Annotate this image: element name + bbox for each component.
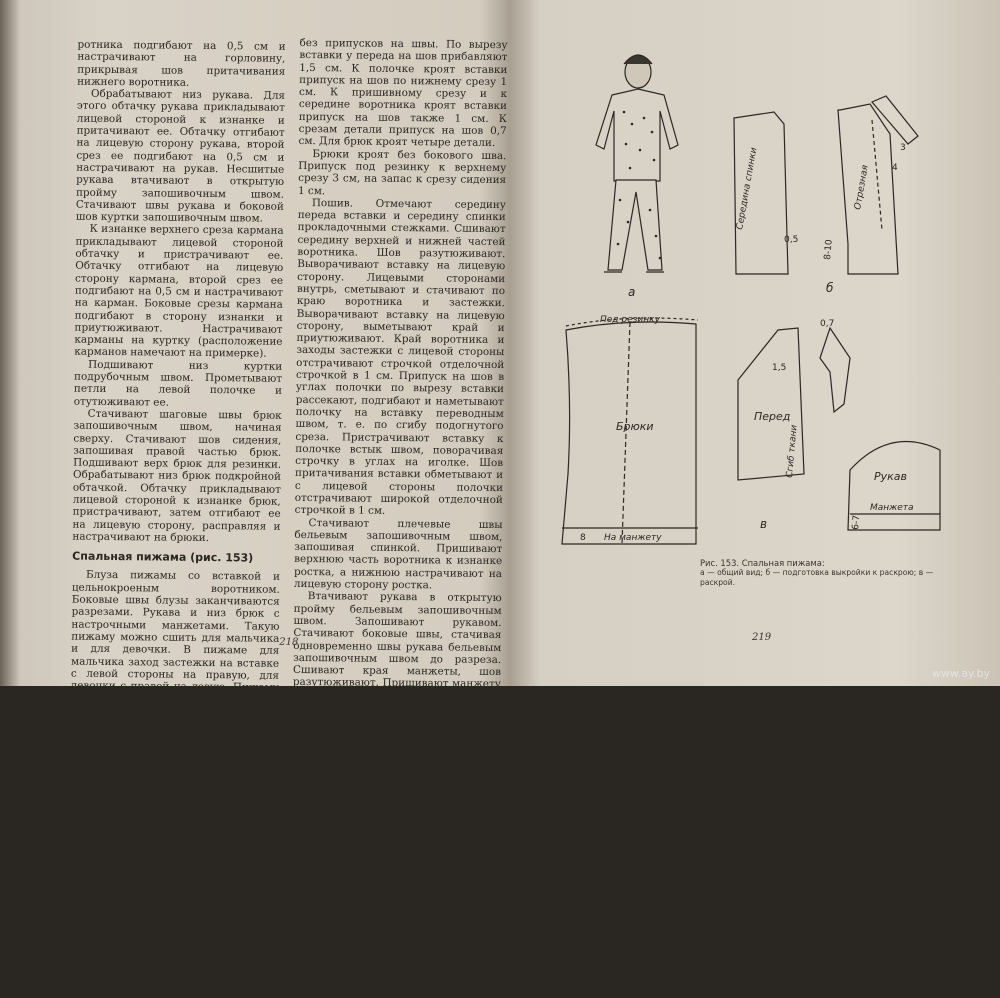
label-6-7: 6-7 (851, 514, 863, 531)
label-v: в (760, 517, 768, 531)
page-number-right: 219 (752, 632, 772, 643)
paragraph: Пошив. Отмечают середину переда вставки и середину спинки прокладочными стежками. Сшивают середину верхней и нижней частей воротника. Шов разутюживают. Выворачивают вставку на лицевую сторону. Лицевыми сторонами внутрь, сметывают и стачивают по краю воротника и застежки. Выворачивают вставку на лицевую сторону, выметывают край и приутюживают. Край воротника и заходы застежки с лицевой стороны отстрачивают строчкой отделочной строчкой в 1 см. Припуск на шов в углах полочки по вырезу вставки рассекают, подгибают и наметывают полочку на вставку переводным швом, т. е. по сгибу подогнутого среза. Пристрачивают вставку к полочке встык швом, поворачивая строчку в углах на иголке. Шов притачивания вставки обметывают и с лицевой стороны полочки отстрачивают широкой отделочной строчкой в 1 см. (294, 196, 506, 518)
watermark-text: www.ay.by (931, 667, 990, 680)
paragraph: Подготовка выкройки к раскрою (рис. 153, б). Блузу кроят по выкройке верхней рубашки для мальчика. Длина разреза по боку 8—10 см. Ширина вставки по плечу 3 см, внизу 4 см, длина ее ниже линии груди на 5 см. Воротник кроят вместе со вставкой. Ширина его в отлетах 8 см, посередине 7 см. Ширина манжеты 6—7 см. (69, 716, 279, 841)
paragraph: Втачивают рукава в открытую пройму бельевым запошивочным швом. Запошивают рукавом. Стачивают боковые швы, стачивая одновременно швы рукава бельевым запошивочным швом до разреза. Сшивают края манжеты, шов разутюживают. Пришивают манжету лицевой стороной к изнанке нижнего среза рукава. Отгибают манжету на лицевую сторону, выметывают край, второй срез манжеты подгибают внутрь и настрачивают на рукав на 1 см от сгиба. (291, 590, 502, 775)
paragraph: Стачивают шаговые швы брюк запошивочным швом, начиная сверху. Стачивают шов сидения, запошивая правой частью брюк. Подшивают верх брюк для резинки. Обрабатывают низ брюк подкройной обтачкой. Обтачку прикладывают лицевой стороной к изнанке брюк, пристрачивают, затем отгибают ее на лицевую сторону, расправляя и настрачивают на брюки. (72, 407, 282, 544)
label-otreznaya: Отрезная (853, 164, 871, 211)
label-1-5: 1,5 (772, 363, 787, 373)
child-figure-illustration (596, 55, 678, 272)
paragraph: ротника подгибают на 0,5 см и настрачивают на горловину, прикрывая шов притачивания нижнего воротника. (77, 38, 286, 89)
label-serediny-spinki: Середина спинки (735, 146, 760, 231)
paragraph: Стачивают шов обтачек выше разреза, шов разутюживают. Обтачку лицевой стороной пристрачивают к лицевой стороне разреза от конца его до низа, перестрачивая обтачки поперек на уровне подшивки низа. Второй срез обтачек при этом подгибают в сторону изнанки на 0,5 см. Отгибают обтачки и припуск на подшивку низа в сторону изнанки блузы, выметывают край, второй срез обтачек и срез припуска на подшивку подгибают на 0,5 см и настрачивают на 0,1—0,2 см от края. (289, 774, 500, 962)
label-pod-rezinku: Под резинку (600, 315, 660, 325)
label-a: а (628, 285, 636, 299)
label-b: б (826, 281, 834, 295)
label-0-5: 0,5 (784, 235, 799, 245)
label-manzheta: Манжета (870, 503, 914, 513)
paragraph: Раскрой (рис. 153, в). Спинку и рукава кроят (68, 901, 277, 927)
paragraph: Брюки кроят без бокового шва. Припуск под резинку к верхнему срезу 3 см, на запас к срезу сидения 1 см. (297, 147, 507, 197)
paragraph: Обрабатывают низ рукава. Для этого обтачку рукава прикладывают лицевой стороной к изнанке и притачивают ее. Обтачку отгибают на лицевую сторону рукава, второй срез ее подгибают на 0,5 см и настрачивают на рукав. Несшитые рукава втачивают в открытую пройму запошивочным швом. Стачивают швы рукава и боковой шов куртки запошивочным швом. (75, 87, 286, 225)
left-column-1 (68, 39, 285, 928)
paragraph: Блуза пижамы со вставкой и цельнокроеным воротником. Боковые швы блузы заканчиваются разрезами. Рукава и низ брюк с настрочными манжетами. Такую пижаму можно сшить для мальчика и для девочки. В пижаме для мальчика заход застежки на вставке с левой стороны на правую, для девочки с правой на левую. Пижаму можно сшить из фланели, бумазеи, сатина, ситца и других тканей. (70, 569, 281, 719)
left-column-2 (290, 37, 508, 998)
figure-caption (700, 558, 960, 588)
paragraph: Брюки шьют бельевым запошивочным швом. Стачивают шаговые швы, а также шов сиде- (289, 959, 498, 998)
label-4: 4 (892, 163, 898, 173)
label-pered: Перед (754, 410, 791, 423)
label-3: 3 (900, 143, 906, 153)
paragraph: Подшивают низ куртки подрубочным швом. Прометывают петли на левой полочке и отутюживают ее. (73, 358, 283, 409)
paragraph: без припусков на швы. По вырезу вставки у переда на шов прибавляют 1,5 см. К полочке кроят вставки припуск на шов по нижнему срезу 1 см. К пришивному срезу и к середине воротника кроят вставки припуск на шов также 1 см. К срезам детали припуск на шов 0,7 см. Для брюк кроят четыре детали. (298, 36, 508, 150)
label-sgib-tkani: Сгиб ткани (785, 424, 800, 479)
paragraph: Брюки кроят по выкройке брюк для мальчика. Выкройку задней и передней частей брюк складывают по боковому срезу, совмещая срезы выкройки от низа до бедер. (68, 839, 278, 903)
right-page (520, 0, 990, 686)
label-bryuki: Брюки (616, 420, 654, 433)
pattern-front-piece (838, 104, 898, 274)
paragraph: Стачивают плечевые швы бельевым запошивочным швом, запошивая спинкой. Пришивают верхнюю часть воротника к изнанке ростка, а нижнюю настрачивают на лицевую сторону ростка. (293, 516, 503, 592)
label-8: 8 (580, 533, 586, 543)
caption-title: Рис. 153. Спальная пижама: (700, 558, 825, 568)
label-na-manzhetu: На манжету (604, 533, 662, 543)
label-rukav: Рукав (874, 470, 908, 483)
label-0-7: 0,7 (820, 319, 835, 329)
paragraph: К изнанке верхнего среза кармана прикладывают лицевой стороной обтачку и пристрачивают ее. Обтачку отгибают на лицевую сторону кармана, второй срез ее подгибают на 0,5 см и настрачивают на карман. Боковые срезы кармана подгибают в сторону изнанки и приутюживают. Настрачивают карманы на куртку (расположение карманов намечают на примерке). (74, 223, 284, 361)
label-8-10: 8-10 (823, 239, 835, 261)
section-heading: Спальная пижама (рис. 153) (72, 549, 254, 565)
left-page (11, 0, 508, 998)
page-number-left: 218 (279, 636, 299, 648)
caption-text: а — общий вид; б — подготовка выкройки к раскрою; в — раскрой. (700, 568, 934, 587)
